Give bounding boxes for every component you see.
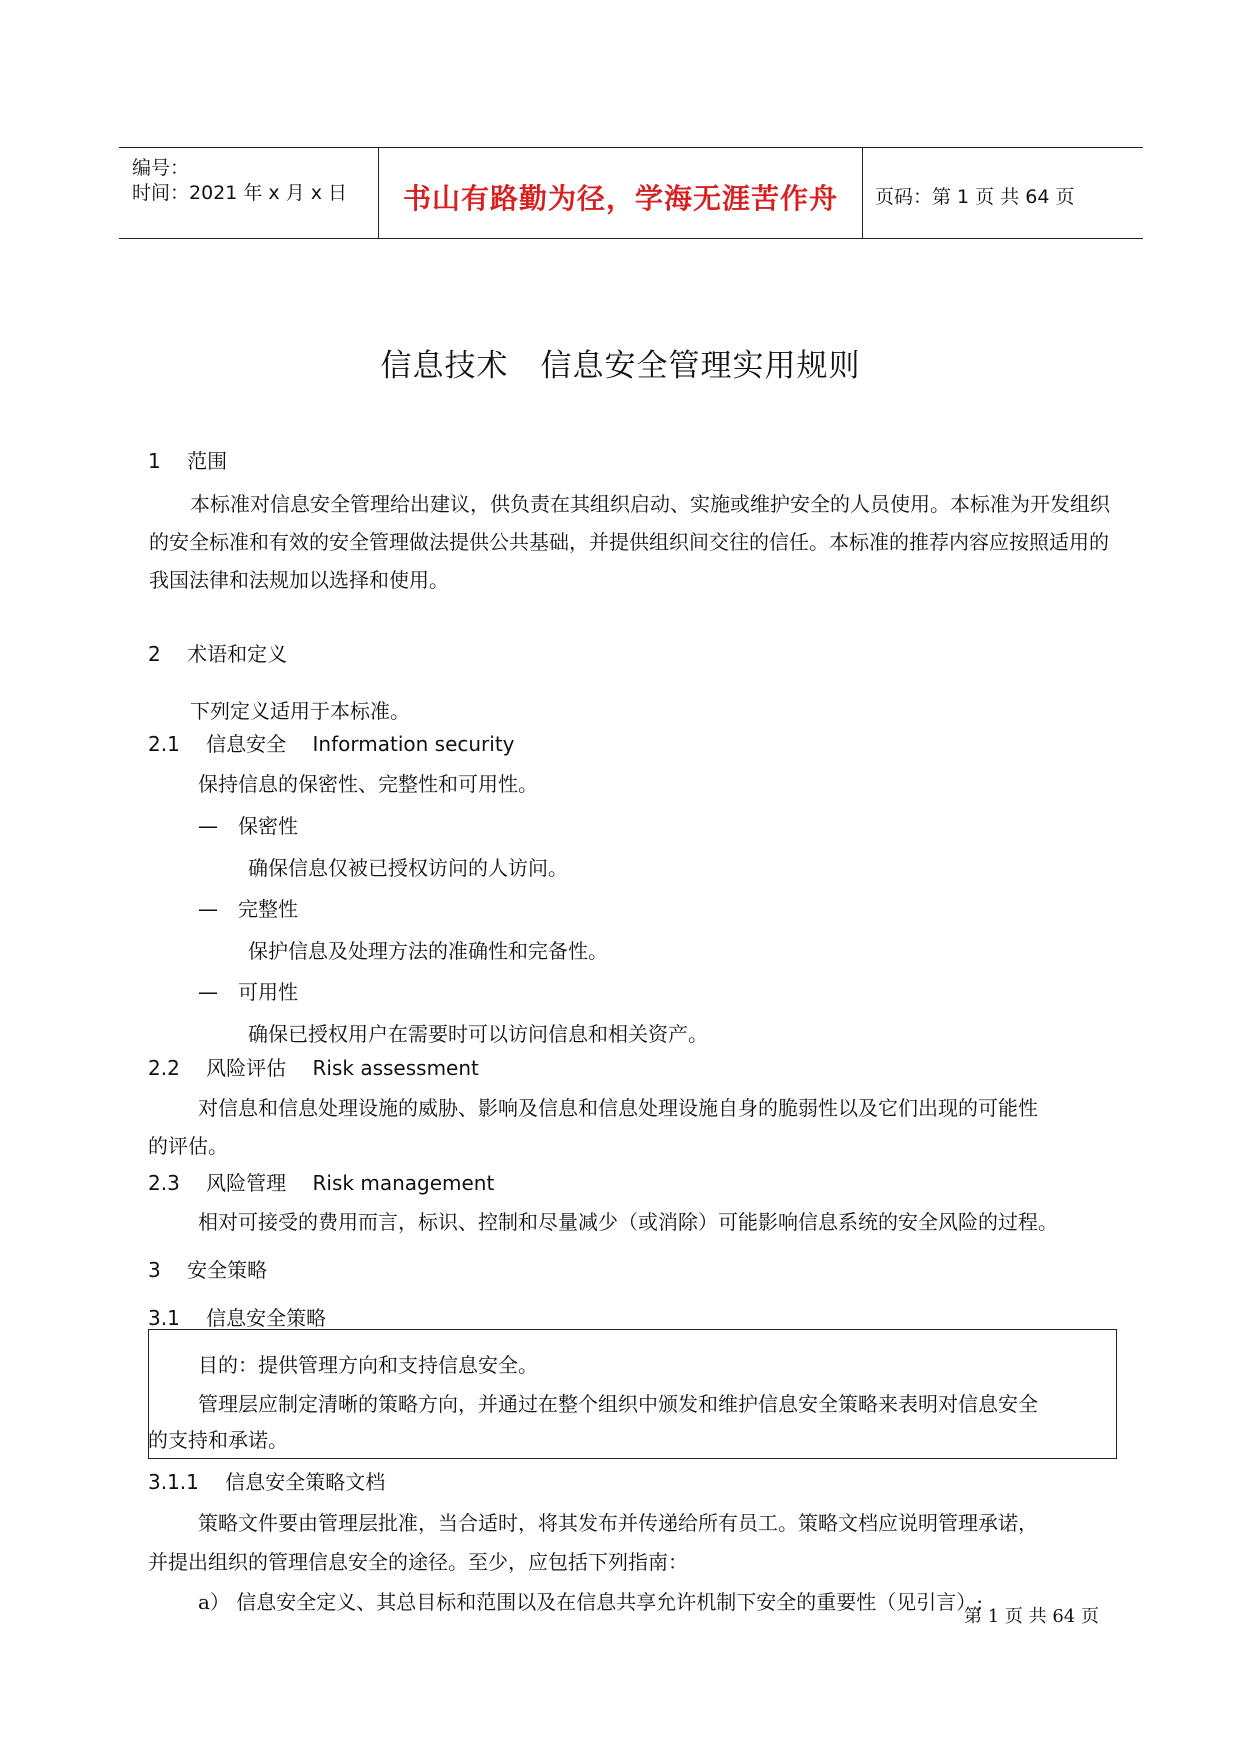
header-left-cell — [119, 148, 379, 238]
def-availability: 确保已授权用户在需要时可以访问信息和相关资产。 — [248, 1022, 708, 1046]
section-1-paragraph: 本标准对信息安全管理给出建议，供负责在其组织启动、实施或维护安全的人员使用。本标准为开发组织的安全标准和有效的安全管理做法提供公共基础，并提供组织间交往的信任。本标准的推荐内容应按照适用的我国法律和法规加以选择和使用。 — [149, 492, 1110, 592]
section-2-intro: 下列定义适用于本标准。 — [190, 699, 410, 723]
term-confidentiality: — 保密性 — [198, 814, 298, 838]
term-integrity: — 完整性 — [198, 897, 298, 921]
page-info: 页码：第 1 页 共 64 页 — [875, 186, 1075, 208]
section-2-1-text: 保持信息的保密性、完整性和可用性。 — [198, 772, 538, 796]
header-right-cell — [863, 148, 1143, 238]
section-2-2-text-line2: 的评估。 — [148, 1134, 228, 1158]
section-2-2-heading: 2.2 风险评估 Risk assessment — [148, 1056, 479, 1080]
time-label: 时间：2021 年 x 月 x 日 — [132, 182, 348, 204]
section-2-1-heading: 2.1 信息安全 Information security — [148, 732, 515, 756]
section-1-heading: 1 范围 — [148, 449, 228, 473]
def-confidentiality: 确保信息仅被已授权访问的人访问。 — [248, 856, 568, 880]
page-footer: 第 1 页 共 64 页 — [964, 1606, 1099, 1627]
objective-line3: 的支持和承诺。 — [148, 1428, 288, 1452]
objective-line2: 管理层应制定清晰的策略方向，并通过在整个组织中颁发和维护信息安全策略来表明对信息安全 — [198, 1392, 1038, 1416]
term-availability: — 可用性 — [198, 980, 298, 1004]
motto: 书山有路勤为径，学海无涯苦作舟 — [402, 182, 838, 215]
section-2-3-text: 相对可接受的费用而言，标识、控制和尽量减少（或消除）可能影响信息系统的安全风险的过程。 — [198, 1210, 1058, 1234]
section-2-2-text-line1: 对信息和信息处理设施的威胁、影响及信息和信息处理设施自身的脆弱性以及它们出现的可能性 — [198, 1096, 1038, 1120]
def-integrity: 保护信息及处理方法的准确性和完备性。 — [248, 939, 608, 963]
section-3-1-1-heading: 3.1.1 信息安全策略文档 — [148, 1470, 386, 1494]
section-3-1-1-line1: 策略文件要由管理层批准，当合适时，将其发布并传递给所有员工。策略文档应说明管理承诺， — [198, 1511, 1038, 1535]
section-3-1-1-line2: 并提出组织的管理信息安全的途径。至少，应包括下列指南： — [148, 1550, 688, 1574]
section-2-3-heading: 2.3 风险管理 Risk management — [148, 1171, 495, 1195]
document-title: 信息技术 信息安全管理实用规则 — [380, 348, 861, 384]
section-3-1-heading: 3.1 信息安全策略 — [148, 1306, 327, 1330]
objective-line1: 目的：提供管理方向和支持信息安全。 — [198, 1353, 538, 1377]
section-3-heading: 3 安全策略 — [148, 1258, 268, 1282]
header-center-cell — [379, 148, 863, 238]
list-item-a: a） 信息安全定义、其总目标和范围以及在信息共享允许机制下安全的重要性（见引言）; — [198, 1590, 984, 1614]
section-2-heading: 2 术语和定义 — [148, 642, 288, 666]
header-table — [119, 147, 1143, 239]
number-label: 编号： — [132, 157, 190, 179]
